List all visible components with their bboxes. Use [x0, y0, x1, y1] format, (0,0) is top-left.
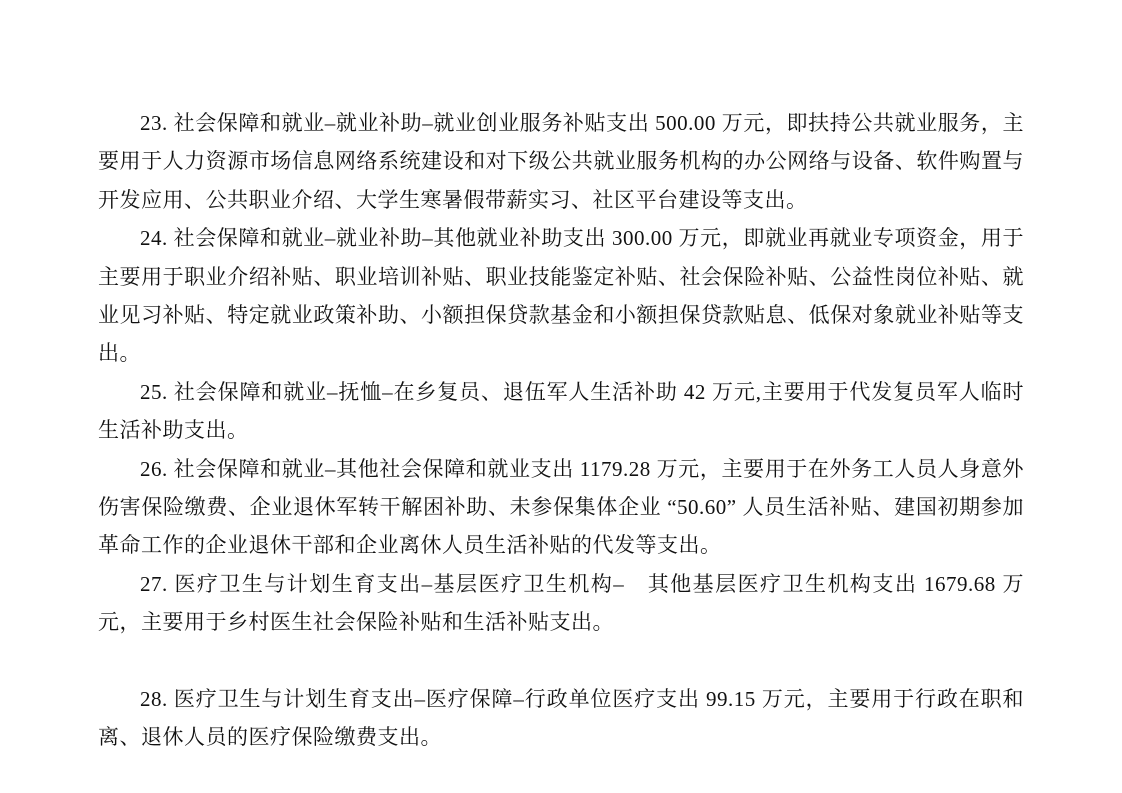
document-content — [98, 104, 1024, 757]
budget-item-paragraph-25: 25. 社会保障和就业–抚恤–在乡复员、退伍军人生活补助 42 万元,主要用于代发复员军人临时生活补助支出。 — [98, 379, 1024, 443]
budget-item-paragraph-27: 27. 医疗卫生与计划生育支出–基层医疗卫生机构– 其他基层医疗卫生机构支出 1679.68 万元，主要用于乡村医生社会保险补贴和生活补贴支出。 — [98, 571, 1024, 635]
budget-item-paragraph-28: 28. 医疗卫生与计划生育支出–医疗保障–行政单位医疗支出 99.15 万元，主要用于行政在职和离、退休人员的医疗保险缴费支出。 — [98, 687, 1024, 750]
budget-item-paragraph-23: 23. 社会保障和就业–就业补助–就业创业服务补贴支出 500.00 万元，即扶持公共就业服务，主要用于人力资源市场信息网络系统建设和对下级公共就业服务机构的办公网络与设备、软件购置与开发应用、公共职业介绍、大学生寒暑假带薪实习、社区平台建设等支出。 — [98, 111, 1024, 212]
budget-item-paragraph-26: 26. 社会保障和就业–其他社会保障和就业支出 1179.28 万元，主要用于在外务工人员人身意外伤害保险缴费、企业退休军转干解困补助、未参保集体企业 “50.60” 人员生活补贴、建国初期参加革命工作的企业退休干部和企业离休人员生活补贴的代发等支出。 — [98, 456, 1024, 558]
budget-item-paragraph-24: 24. 社会保障和就业–就业补助–其他就业补助支出 300.00 万元，即就业再就业专项资金，用于主要用于职业介绍补贴、职业培训补贴、职业技能鉴定补贴、社会保险补贴、公益性岗位补贴、就业见习补贴、特定就业政策补助、小额担保贷款基金和小额担保贷款贴息、低保对象就业补贴等支出。 — [98, 226, 1024, 366]
